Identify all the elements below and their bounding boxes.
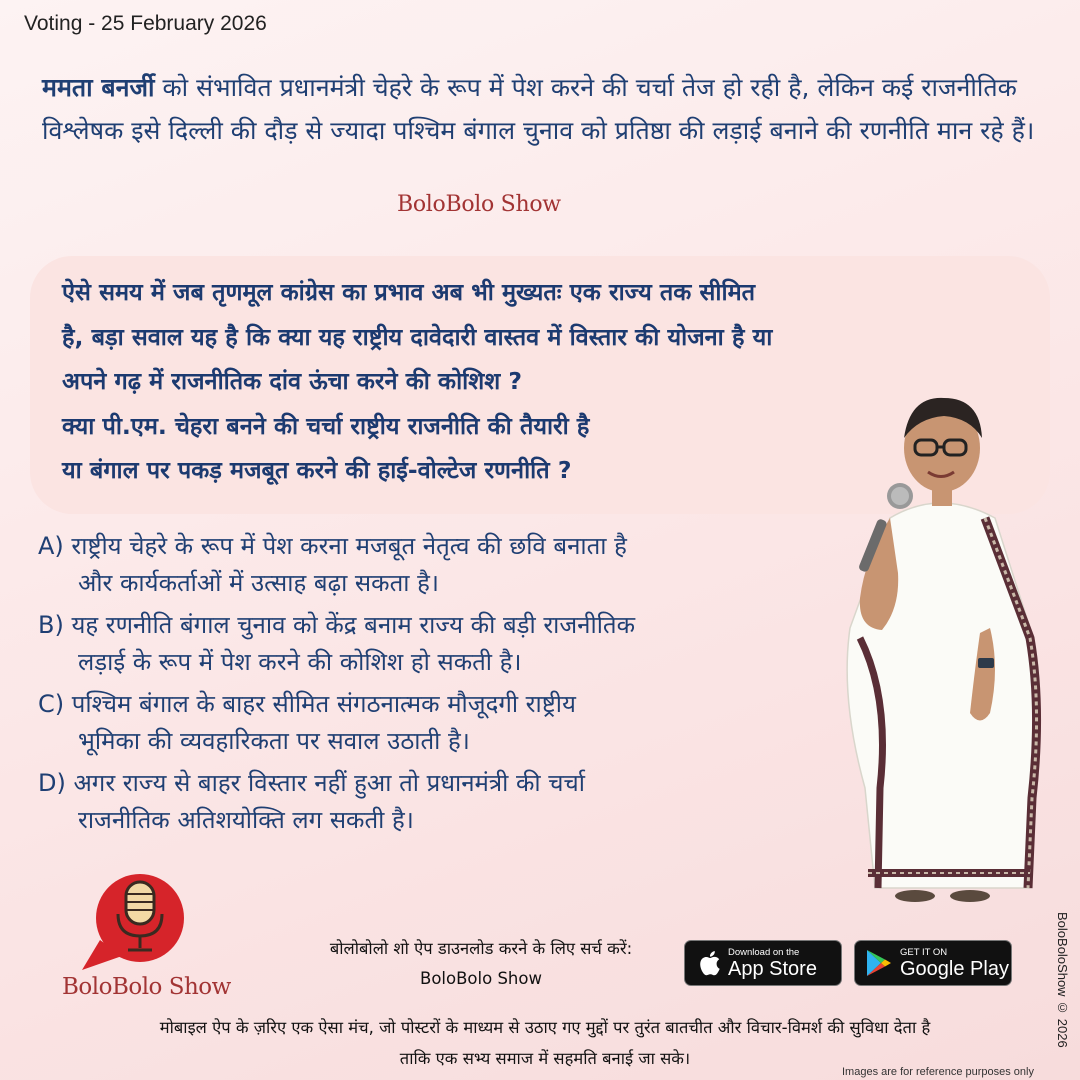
play-icon — [865, 948, 893, 978]
option-b-line-1: B) यह रणनीति बंगाल चुनाव को केंद्र बनाम राज्य की बड़ी राजनीतिक — [38, 611, 636, 639]
intro-name: ममता बनर्जी — [42, 73, 155, 102]
footer-description — [40, 1012, 1050, 1074]
logo-text: BoloBolo Show — [62, 974, 231, 1000]
disclaimer-text: Images are for reference purposes only — [842, 1066, 1034, 1078]
question-line: क्या पी.एम. चेहरा बनने की चर्चा राष्ट्रीय राजनीति की तैयारी है — [62, 411, 590, 440]
option-d-line-2: राजनीतिक अतिशयोक्ति लग सकती है। — [78, 806, 414, 834]
option-a-line-2: और कार्यकर्ताओं में उत्साह बढ़ा सकता है। — [78, 569, 439, 597]
app-store-button[interactable] — [684, 940, 842, 986]
footer-line-1: मोबाइल ऐप के ज़रिए एक ऐसा मंच, जो पोस्टरों के माध्यम से उठाए गए मुद्दों पर तुरंत बातचीत और विचार-विमर्श की सुविधा देता है — [159, 1018, 931, 1037]
brand-watermark: BoloBolo Show — [397, 192, 561, 217]
question-line: या बंगाल पर पकड़ मजबूत करने की हाई-वोल्टेज रणनीति ? — [62, 456, 572, 484]
option-c-line-1: C) पश्चिम बंगाल के बाहर सीमित संगठनात्मक मौजूदगी राष्ट्रीय — [38, 690, 576, 718]
question-line: है, बड़ा सवाल यह है कि क्या यह राष्ट्रीय दावेदारी वास्तव में विस्तार की योजना है या — [62, 322, 773, 351]
intro-paragraph — [42, 66, 1052, 152]
option-a[interactable] — [38, 528, 828, 602]
apple-icon — [697, 949, 721, 977]
leader-illustration — [820, 368, 1060, 918]
option-c-line-2: भूमिका की व्यवहारिकता पर सवाल उठाती है। — [78, 727, 470, 755]
option-c[interactable] — [38, 686, 828, 760]
download-line-1: बोलोबोलो शो ऐप डाउनलोड करने के लिए सर्च करें: — [329, 939, 633, 958]
intro-line-3: बनाने की रणनीति मान रहे हैं। — [769, 116, 1035, 145]
options-list — [38, 528, 828, 844]
download-instructions — [296, 934, 666, 994]
option-a-line-1: A) राष्ट्रीय चेहरे के रूप में पेश करना मजबूत नेतृत्व की छवि बनाता है — [38, 532, 627, 560]
copyright-text: BoloBoloShow © 2026 — [1055, 912, 1070, 1048]
question-line: ऐसे समय में जब तृणमूल कांग्रेस का प्रभाव अब भी मुख्यतः एक राज्य तक सीमित — [62, 278, 756, 306]
question-line: अपने गढ़ में राजनीतिक दांव ऊंचा करने की कोशिश ? — [62, 367, 523, 395]
google-play-button[interactable] — [854, 940, 1012, 986]
intro-line-2: कई राजनीतिक विश्लेषक इसे दिल्ली की दौड़ से ज्यादा पश्चिम बंगाल चुनाव को प्रतिष्ठा की लड़ाई — [42, 73, 1017, 145]
option-d[interactable] — [38, 765, 828, 839]
option-b[interactable] — [38, 607, 828, 681]
google-play-large: Google Play — [900, 957, 1009, 980]
option-d-line-1: D) अगर राज्य से बाहर विस्तार नहीं हुआ तो प्रधानमंत्री की चर्चा — [38, 769, 585, 797]
header-date: Voting - 25 February 2026 — [24, 12, 267, 35]
footer-line-2: ताकि एक सभ्य समाज में सहमति बनाई जा सके। — [399, 1049, 691, 1068]
app-store-large: App Store — [728, 957, 817, 980]
download-line-2: BoloBolo Show — [420, 969, 542, 988]
intro-line-1: को संभावित प्रधानमंत्री चेहरे के रूप में पेश करने की चर्चा तेज हो रही है, लेकिन — [162, 73, 874, 102]
google-play-small: GET IT ON — [900, 946, 948, 958]
app-store-small: Download on the — [728, 946, 800, 958]
option-b-line-2: लड़ाई के रूप में पेश करने की कोशिश हो सकती है। — [78, 648, 522, 676]
